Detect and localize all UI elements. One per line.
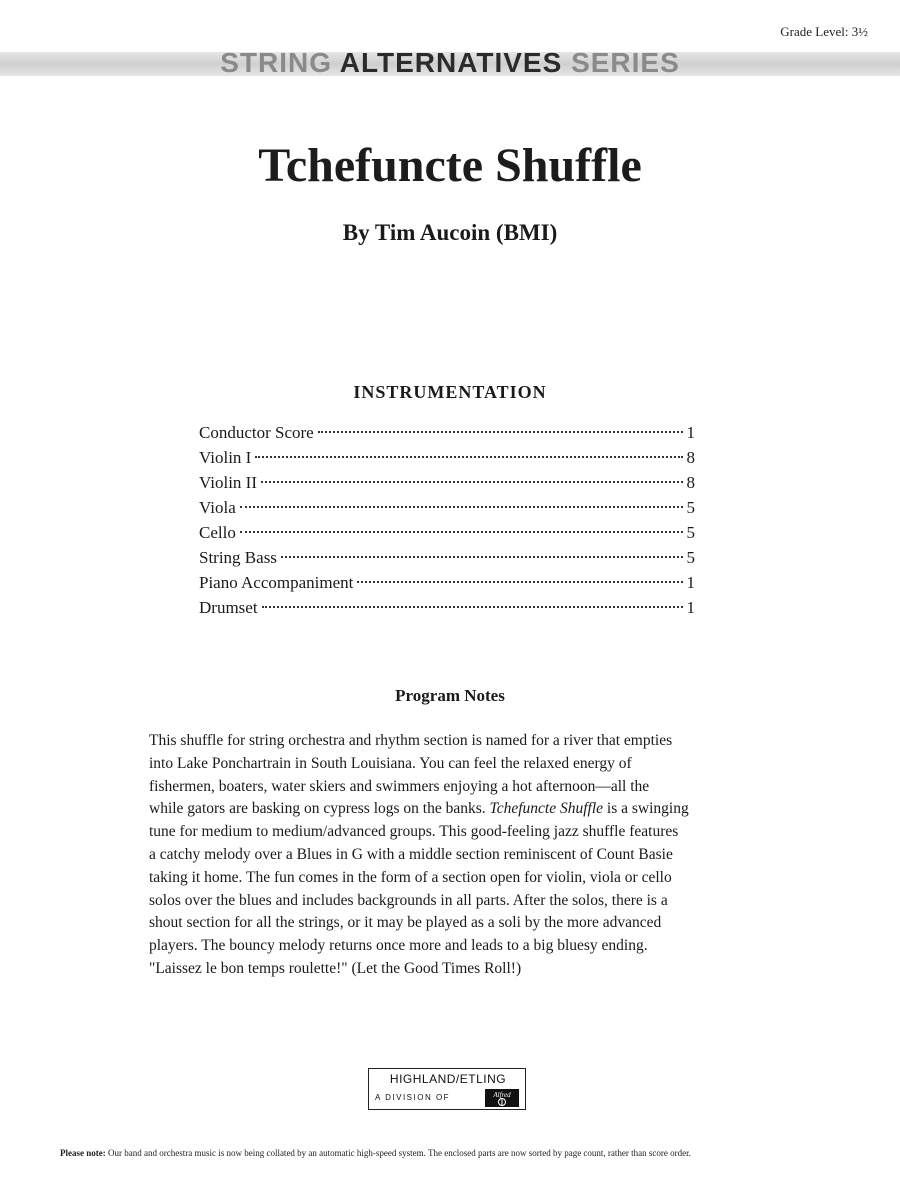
instrumentation-list [199, 420, 695, 620]
leader-dots [261, 481, 683, 483]
notes-line: solos over the blues and includes backgrounds in all parts. After the solos, there is a [149, 891, 668, 909]
publisher-name: HIGHLAND/ETLING [389, 1072, 507, 1086]
instrument-name: Violin I [199, 448, 252, 467]
program-notes-body [149, 730, 759, 981]
footnote [60, 1148, 850, 1158]
leader-dots [357, 581, 682, 583]
instrumentation-row [199, 470, 695, 495]
instrumentation-row [199, 570, 695, 595]
grade-level: Grade Level: 3½ [780, 24, 868, 39]
instrument-name: Conductor Score [199, 423, 314, 442]
instrument-quantity: 1 [686, 423, 695, 442]
piece-title: Tchefuncte Shuffle [258, 139, 642, 192]
instrumentation-row [199, 420, 695, 445]
instrument-name: Drumset [199, 598, 258, 617]
series-word-series: SERIES [571, 47, 680, 78]
series-word-alternatives: ALTERNATIVES [339, 47, 563, 78]
leader-dots [240, 506, 683, 508]
instrument-quantity: 1 [686, 573, 695, 592]
program-notes-heading: Program Notes [395, 686, 505, 705]
instrument-name: Violin II [199, 473, 257, 492]
notes-line: players. The bouncy melody returns once more and leads to a big bluesy ending. [149, 937, 648, 955]
instrumentation-row [199, 545, 695, 570]
publisher-logo [368, 1068, 526, 1110]
composer-byline: By Tim Aucoin (BMI) [342, 220, 558, 245]
instrument-quantity: 1 [686, 598, 695, 617]
notes-line-text: while gators are basking on cypress logs on the banks. [149, 800, 490, 818]
instrumentation-row [199, 445, 695, 470]
instrumentation-row [199, 495, 695, 520]
notes-line: taking it home. The fun comes in the form of a section open for violin, viola or cello [149, 868, 672, 886]
notes-line: fishermen, boaters, water skiers and swimmers enjoying a hot afternoon—all the [149, 777, 650, 795]
notes-line [149, 798, 759, 821]
instrument-quantity: 5 [686, 498, 695, 517]
series-banner [0, 48, 900, 78]
footnote-text: Our band and orchestra music is now being collated by an automatic high-speed system. The enclosed parts are now sorted by page count, rather than score order. [105, 1148, 691, 1158]
instrument-quantity: 5 [686, 523, 695, 542]
instrumentation-row [199, 595, 695, 620]
publisher-division: A DIVISION OF [375, 1093, 451, 1102]
instrument-quantity: 5 [686, 548, 695, 567]
notes-line-text: is a swinging [603, 800, 689, 818]
instrument-quantity: 8 [686, 448, 695, 467]
notes-line: "Laissez le bon temps roulette!" (Let the Good Times Roll!) [149, 959, 522, 977]
notes-line: This shuffle for string orchestra and rhythm section is named for a river that empties [149, 732, 673, 749]
instrument-name: Piano Accompaniment [199, 573, 354, 592]
instrument-name: String Bass [199, 548, 277, 567]
leader-dots [318, 431, 683, 433]
leader-dots [281, 556, 683, 558]
notes-line: into Lake Ponchartrain in South Louisiana. You can feel the relaxed energy of [149, 754, 632, 772]
alfred-logo-icon [485, 1089, 519, 1107]
instrument-quantity: 8 [686, 473, 695, 492]
footnote-label: Please note: [60, 1148, 106, 1158]
leader-dots [255, 456, 682, 458]
leader-dots [262, 606, 683, 608]
instrument-name: Cello [199, 523, 236, 542]
notes-line: shout section for all the strings, or it may be played as a soli by the more advanced [149, 914, 662, 932]
leader-dots [240, 531, 683, 533]
instrument-name: Viola [199, 498, 236, 517]
instrumentation-row [199, 520, 695, 545]
notes-line: a catchy melody over a Blues in G with a middle section reminiscent of Count Basie [149, 845, 673, 863]
alfred-wordmark: Alfred [493, 1091, 511, 1099]
notes-line: tune for medium to medium/advanced groups. This good-feeling jazz shuffle features [149, 823, 679, 841]
notes-italic-title: Tchefuncte Shuffle [489, 800, 604, 818]
instrumentation-heading: INSTRUMENTATION [353, 382, 547, 402]
series-word-string: STRING [220, 47, 332, 78]
